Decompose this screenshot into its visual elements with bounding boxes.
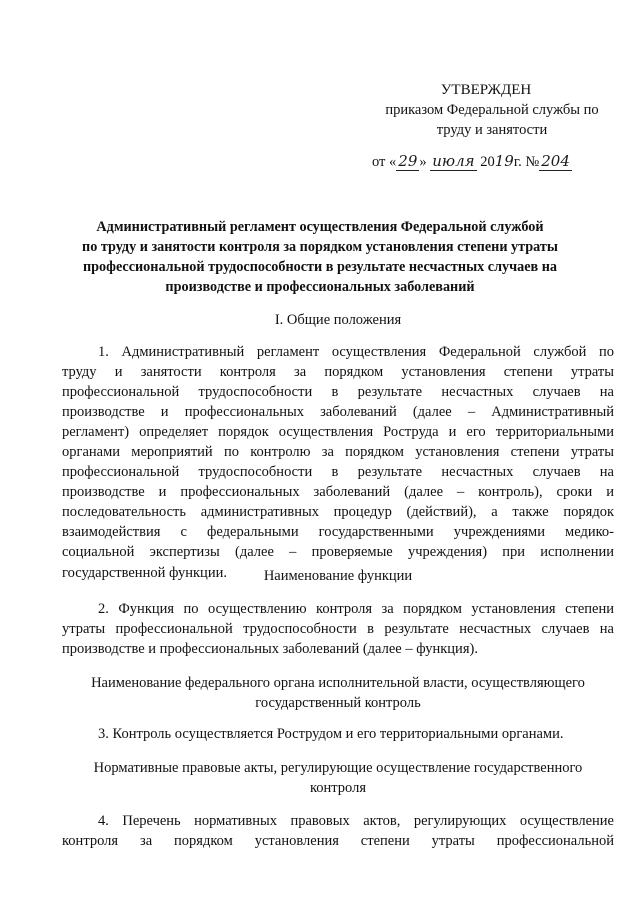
paragraph-line: 2. Функция по осуществлению контроля за порядком установления степени bbox=[98, 601, 614, 617]
paragraph-line: утраты профессиональной трудоспособности в результате несчастных случаев на bbox=[62, 621, 614, 638]
section-heading-function-name bbox=[62, 566, 614, 586]
title-line: производстве и профессиональных заболеваний bbox=[165, 279, 475, 295]
paragraph-line: профессиональной трудоспособности в результате несчастных случаев на bbox=[62, 464, 614, 481]
section-heading-legal-acts bbox=[62, 758, 614, 798]
section-heading-text: контроля bbox=[309, 780, 367, 796]
paragraph-line: производстве и профессиональных заболеваний (далее – Административный bbox=[62, 404, 614, 421]
date-prefix: от « bbox=[372, 154, 397, 170]
paragraph-line: 3. Контроль осуществляется Рострудом и его территориальными органами. bbox=[98, 726, 564, 742]
paragraph-4 bbox=[62, 811, 614, 851]
section-heading-general bbox=[62, 310, 614, 330]
section-heading-text: государственный контроль bbox=[255, 695, 421, 711]
paragraph-line: труду и занятости контроля за порядком установления степени утраты bbox=[62, 364, 614, 381]
section-heading-text: Наименование федерального органа исполнительной власти, осуществляющего bbox=[91, 675, 585, 691]
approval-title: УТВЕРЖДЕН bbox=[440, 82, 532, 98]
approval-date-line bbox=[372, 151, 622, 172]
paragraph-line: взаимодействия с федеральными государственными учреждениями медико- bbox=[62, 524, 614, 541]
section-heading-authority bbox=[62, 673, 614, 713]
section-heading-text: Нормативные правовые акты, регулирующие осуществление государственного bbox=[93, 760, 583, 776]
title-line: Административный регламент осуществления Федеральной службой bbox=[96, 219, 544, 235]
section-heading-text: Наименование функции bbox=[263, 568, 413, 584]
document-title bbox=[62, 217, 578, 297]
paragraph-line: 4. Перечень нормативных правовых актов, регулирующих осуществление bbox=[98, 813, 614, 829]
paragraph-line: государственной функции. bbox=[62, 564, 227, 581]
paragraph-line: последовательность административных процедур (действий), а также порядок bbox=[62, 504, 614, 521]
approval-block bbox=[372, 80, 612, 140]
section-heading-text: I. Общие положения bbox=[274, 312, 402, 328]
date-month-handwritten: июля bbox=[432, 152, 475, 170]
date-year-handwritten: 19 bbox=[494, 152, 514, 170]
approval-line-1: приказом Федеральной службы по bbox=[385, 102, 599, 118]
order-number-handwritten: 204 bbox=[541, 152, 570, 170]
paragraph-line: регламент) определяет порядок осуществления Роструда и его территориальными bbox=[62, 424, 614, 441]
paragraph-3 bbox=[62, 724, 614, 744]
title-line: по труду и занятости контроля за порядком установления степени утраты bbox=[82, 239, 558, 255]
paragraph-2 bbox=[62, 599, 614, 659]
paragraph-line: 1. Административный регламент осуществления Федеральной службой по bbox=[98, 344, 614, 360]
paragraph-line: производстве и профессиональных заболеваний (далее – функция). bbox=[62, 641, 478, 658]
paragraph-1 bbox=[62, 342, 614, 583]
paragraph-line: органами мероприятий по контролю за порядком установления степени утраты bbox=[62, 444, 614, 461]
approval-line-2: труду и занятости bbox=[436, 122, 548, 138]
date-day-handwritten: 29 bbox=[398, 152, 418, 170]
paragraph-line: контроля за порядком установления степени утраты профессиональной bbox=[62, 833, 614, 850]
date-year-suffix: г. № bbox=[513, 154, 540, 170]
date-mid: » bbox=[419, 154, 427, 170]
paragraph-line: социальной экспертизы (далее – проверяемые учреждения) при исполнении bbox=[62, 544, 614, 561]
title-line: профессиональной трудоспособности в результате несчастных случаев на bbox=[82, 259, 558, 275]
paragraph-line: производстве и профессиональных заболеваний (далее – контроль), сроки и bbox=[62, 484, 614, 501]
date-year-prefix: 20 bbox=[480, 154, 495, 170]
paragraph-line: профессиональной трудоспособности в результате несчастных случаев на bbox=[62, 384, 614, 401]
